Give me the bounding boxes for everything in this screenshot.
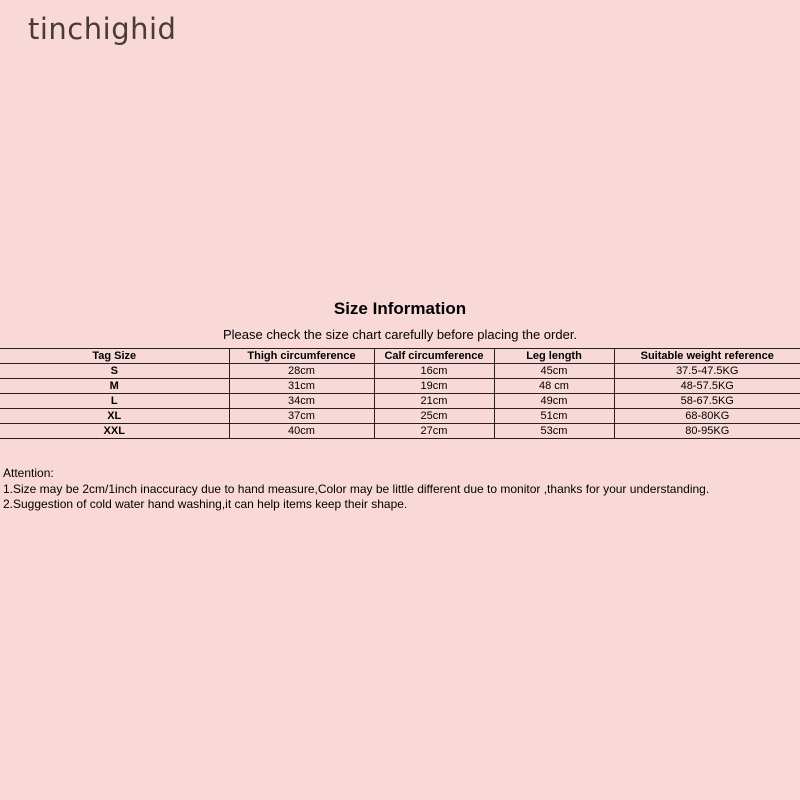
tag-size-cell: XXL	[0, 424, 229, 439]
weight-cell: 58-67.5KG	[614, 394, 800, 409]
weight-cell: 68-80KG	[614, 409, 800, 424]
calf-cell: 19cm	[374, 379, 494, 394]
header-calf-circumference: Calf circumference	[374, 349, 494, 364]
header-weight-reference: Suitable weight reference	[614, 349, 800, 364]
tag-size-cell: XL	[0, 409, 229, 424]
weight-cell: 37.5-47.5KG	[614, 364, 800, 379]
page-title: Size Information	[333, 299, 467, 318]
calf-cell: 27cm	[374, 424, 494, 439]
tag-size-cell: M	[0, 379, 229, 394]
thigh-cell: 28cm	[229, 364, 374, 379]
calf-cell: 16cm	[374, 364, 494, 379]
table-row	[0, 394, 800, 409]
notes-heading: Attention:	[3, 466, 54, 480]
thigh-cell: 37cm	[229, 409, 374, 424]
leg-length-cell: 45cm	[494, 364, 614, 379]
page-subtitle: Please check the size chart carefully before placing the order.	[222, 327, 578, 342]
weight-cell: 48-57.5KG	[614, 379, 800, 394]
note-line-2: 2.Suggestion of cold water hand washing,it can help items keep their shape.	[3, 497, 408, 511]
attention-notes	[3, 466, 709, 513]
table-row	[0, 364, 800, 379]
leg-length-cell: 53cm	[494, 424, 614, 439]
thigh-cell: 40cm	[229, 424, 374, 439]
table-row	[0, 409, 800, 424]
table-row	[0, 424, 800, 439]
note-line-1: 1.Size may be 2cm/1inch inaccuracy due to hand measure,Color may be little different due to monitor ,thanks for your understanding.	[3, 481, 710, 496]
header-leg-length: Leg length	[494, 349, 614, 364]
header-tag-size: Tag Size	[0, 349, 229, 364]
leg-length-cell: 49cm	[494, 394, 614, 409]
leg-length-cell: 51cm	[494, 409, 614, 424]
thigh-cell: 34cm	[229, 394, 374, 409]
table-header-row	[0, 349, 800, 364]
tag-size-cell: L	[0, 394, 229, 409]
size-table	[0, 348, 800, 439]
leg-length-cell: 48 cm	[494, 379, 614, 394]
calf-cell: 21cm	[374, 394, 494, 409]
calf-cell: 25cm	[374, 409, 494, 424]
brand-watermark: tinchighid	[28, 12, 177, 46]
weight-cell: 80-95KG	[614, 424, 800, 439]
thigh-cell: 31cm	[229, 379, 374, 394]
table-row	[0, 379, 800, 394]
header-thigh-circumference: Thigh circumference	[229, 349, 374, 364]
tag-size-cell: S	[0, 364, 229, 379]
